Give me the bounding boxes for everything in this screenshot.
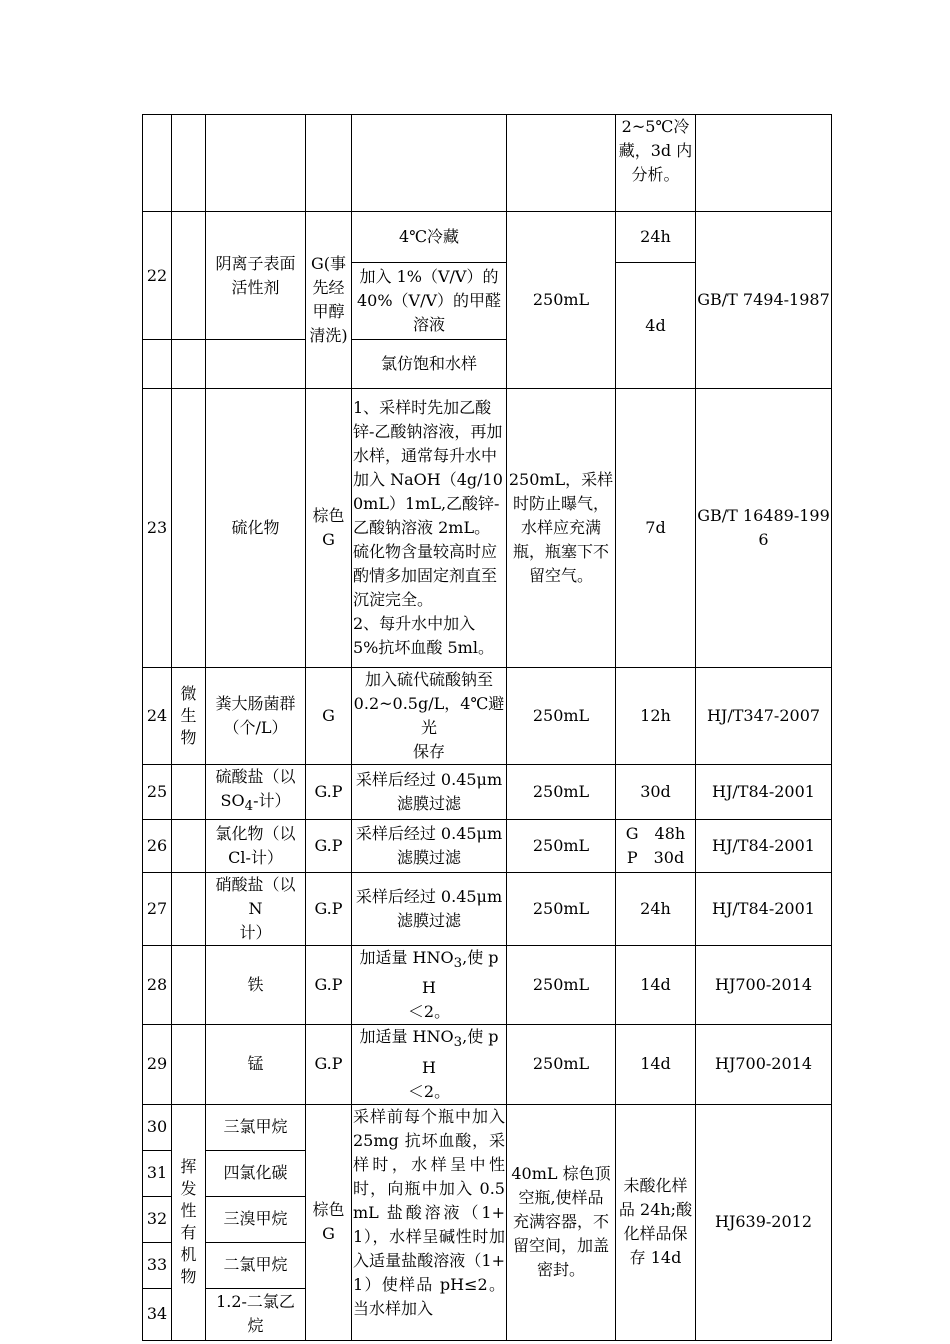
item-cell: 三溴甲烷 (206, 1196, 306, 1242)
category-cell (172, 873, 206, 946)
time-cell: 24h (616, 873, 696, 946)
category-cell (172, 389, 206, 668)
category-cell (172, 340, 206, 389)
standard-cell: HJ/T347-2007 (696, 668, 832, 765)
table-row (143, 765, 832, 820)
item-cell: 1.2-二氯乙 烷 (206, 1288, 306, 1340)
preserve-subscript: 3 (453, 1035, 463, 1051)
table-row (143, 668, 832, 765)
preserve-subscript: 3 (453, 956, 463, 972)
preserve-cell: 加入硫代硫酸钠至 0.2~0.5g/L，4℃避光 保存 (352, 668, 507, 765)
item-cell: 四氯化碳 (206, 1150, 306, 1196)
no-cell: 33 (143, 1242, 172, 1288)
table-row (143, 1104, 832, 1150)
no-cell: 31 (143, 1150, 172, 1196)
preserve-text: ,使 pH (422, 1027, 499, 1077)
standard-cell: GB/T 16489-1996 (696, 389, 832, 668)
volume-cell: 250mL (507, 212, 616, 389)
item-cell (206, 765, 306, 820)
table-row (143, 115, 832, 212)
no-cell (143, 115, 172, 212)
no-cell: 34 (143, 1288, 172, 1340)
time-cell: 7d (616, 389, 696, 668)
no-cell: 32 (143, 1196, 172, 1242)
table-row (143, 212, 832, 263)
item-cell (206, 115, 306, 212)
volume-cell: 250mL (507, 1025, 616, 1104)
preserve-text: 加适量 HNO (359, 948, 454, 968)
time-cell: 未酸化样 品 24h;酸 化样品保 存 14d (616, 1104, 696, 1340)
preserve-text: 加适量 HNO (359, 1027, 454, 1047)
standard-cell: HJ/T84-2001 (696, 873, 832, 946)
preserve-cell: 氯仿饱和水样 (352, 340, 507, 389)
time-cell: 14d (616, 946, 696, 1025)
category-cell (172, 946, 206, 1025)
container-cell: 棕色 G (306, 389, 352, 668)
item-cell: 铁 (206, 946, 306, 1025)
item-cell: 阴离子表面 活性剂 (206, 212, 306, 340)
category-cell (172, 820, 206, 873)
item-cell (206, 340, 306, 389)
preserve-cell: 加入 1%（V/V）的 40%（V/V）的甲醛 溶液 (352, 263, 507, 340)
category-cell (172, 212, 206, 340)
volume-cell (507, 115, 616, 212)
no-cell: 25 (143, 765, 172, 820)
time-cell: 14d (616, 1025, 696, 1104)
preserve-text: ＜2。 (407, 1002, 451, 1022)
container-cell: G.P (306, 873, 352, 946)
volume-cell: 250mL (507, 668, 616, 765)
standard-cell: HJ700-2014 (696, 1025, 832, 1104)
sampling-table (142, 114, 832, 1341)
no-cell: 27 (143, 873, 172, 946)
preserve-cell: 采样前每个瓶中加入 25mg 抗坏血酸，采样时，水样呈中性时，向瓶中加入 0.5mL 盐酸溶液（1+1），水样呈碱性时加入适量盐酸溶液（1+1）使样品 pH≤2。当水样加入 (352, 1104, 507, 1340)
preserve-cell (352, 115, 507, 212)
item-text: 硫酸盐（以 (215, 767, 296, 786)
time-cell: 2~5℃冷 藏，3d 内 分析。 (616, 115, 696, 212)
no-cell: 28 (143, 946, 172, 1025)
container-cell: G.P (306, 765, 352, 820)
preserve-cell: 采样后经过 0.45μm 滤膜过滤 (352, 820, 507, 873)
volume-cell: 250mL (507, 820, 616, 873)
preserve-cell: 4℃冷藏 (352, 212, 507, 263)
table-row (143, 820, 832, 873)
category-label: 挥 发 性 有 机 物 (180, 1156, 197, 1286)
no-cell (143, 340, 172, 389)
category-cell (172, 1104, 206, 1340)
table-row (143, 389, 832, 668)
category-cell (172, 1025, 206, 1104)
preserve-cell: 采样后经过 0.45μm 滤膜过滤 (352, 873, 507, 946)
item-subscript: 4 (244, 799, 254, 815)
preserve-text: ＜2。 (407, 1081, 451, 1101)
time-cell: G 48h P 30d (616, 820, 696, 873)
preserve-cell: 采样后经过 0.45μm 滤膜过滤 (352, 765, 507, 820)
table-row (143, 1025, 832, 1104)
item-cell: 三氯甲烷 (206, 1104, 306, 1150)
preserve-cell: 1、采样时先加乙酸锌-乙酸钠溶液，再加水样，通常每升水中加入 NaOH（4g/100mL）1mL,乙酸锌-乙酸钠溶液 2mL。硫化物含量较高时应酌情多加固定剂直至沉淀完全。 2、每升水中加入 5%抗坏血酸 5ml。 (352, 389, 507, 668)
no-cell: 23 (143, 389, 172, 668)
volume-cell: 250mL，采样 时防止曝气， 水样应充满 瓶，瓶塞下不 留空气。 (507, 389, 616, 668)
item-formula: SO (220, 791, 245, 810)
standard-cell: HJ/T84-2001 (696, 765, 832, 820)
item-suffix: -计） (253, 791, 291, 810)
container-cell: G(事 先经 甲醇 清洗) (306, 212, 352, 389)
volume-cell: 250mL (507, 946, 616, 1025)
standard-cell: HJ/T84-2001 (696, 820, 832, 873)
container-cell (306, 115, 352, 212)
category-cell (172, 115, 206, 212)
container-cell: 棕色 G (306, 1104, 352, 1340)
table-row (143, 946, 832, 1025)
no-cell: 30 (143, 1104, 172, 1150)
no-cell: 29 (143, 1025, 172, 1104)
no-cell: 26 (143, 820, 172, 873)
table-row (143, 873, 832, 946)
item-cell: 二氯甲烷 (206, 1242, 306, 1288)
time-cell: 12h (616, 668, 696, 765)
standard-cell: HJ639-2012 (696, 1104, 832, 1340)
preserve-text: ,使 pH (422, 948, 499, 998)
item-cell: 硝酸盐（以 N 计） (206, 873, 306, 946)
container-cell: G.P (306, 1025, 352, 1104)
category-cell (172, 765, 206, 820)
no-cell: 22 (143, 212, 172, 340)
item-cell: 粪大肠菌群 （个/L） (206, 668, 306, 765)
time-cell: 30d (616, 765, 696, 820)
volume-cell: 250mL (507, 765, 616, 820)
category-cell (172, 668, 206, 765)
item-cell: 锰 (206, 1025, 306, 1104)
standard-cell: HJ700-2014 (696, 946, 832, 1025)
preserve-cell (352, 946, 507, 1025)
no-cell: 24 (143, 668, 172, 765)
item-cell: 硫化物 (206, 389, 306, 668)
preserve-cell (352, 1025, 507, 1104)
time-cell: 24h (616, 212, 696, 263)
item-cell: 氯化物（以 Cl-计） (206, 820, 306, 873)
standard-cell (696, 115, 832, 212)
container-cell: G (306, 668, 352, 765)
volume-cell: 250mL (507, 873, 616, 946)
volume-cell: 40mL 棕色顶 空瓶,使样品 充满容器，不 留空间，加盖 密封。 (507, 1104, 616, 1340)
time-cell: 4d (616, 263, 696, 389)
container-cell: G.P (306, 946, 352, 1025)
standard-cell: GB/T 7494-1987 (696, 212, 832, 389)
category-label: 微 生 物 (180, 683, 197, 747)
container-cell: G.P (306, 820, 352, 873)
